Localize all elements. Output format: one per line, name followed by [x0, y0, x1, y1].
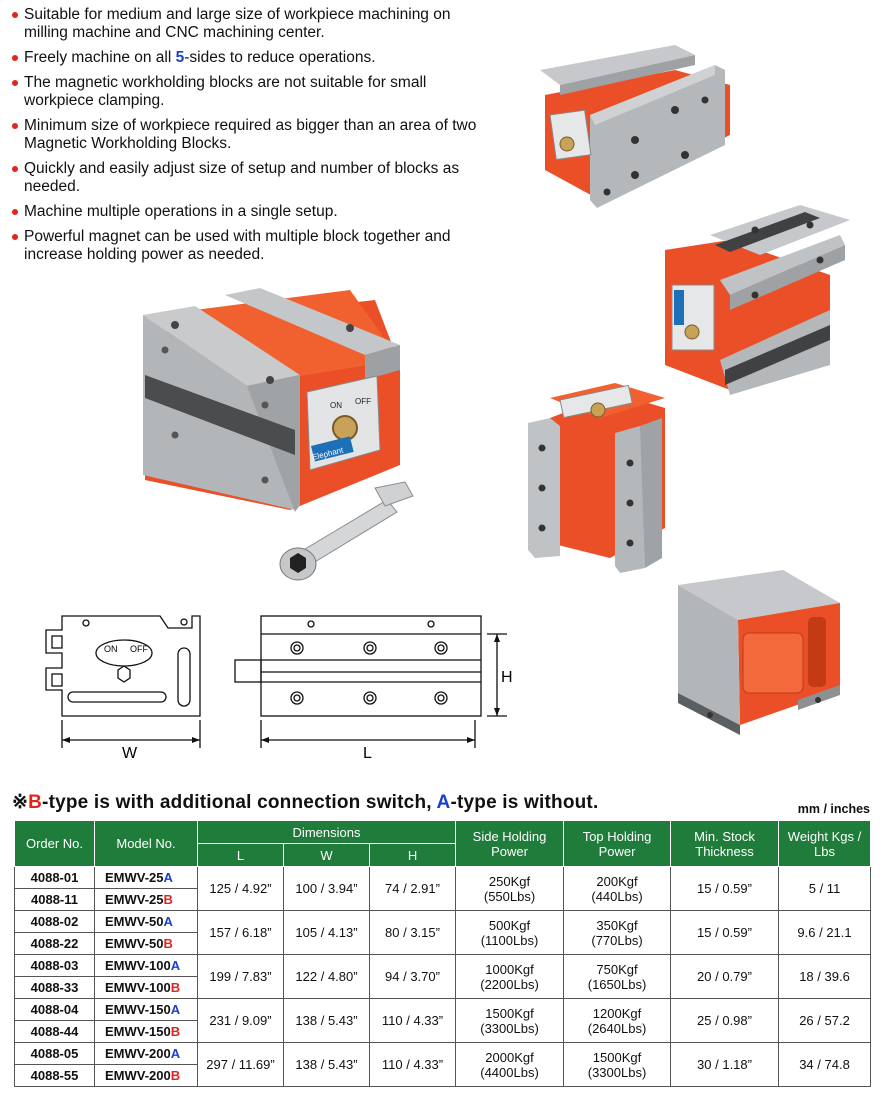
model-no-cell	[95, 977, 198, 999]
block-photo-standing	[520, 378, 670, 578]
dim-w-cell: 138 / 5.43”	[284, 999, 370, 1043]
block-photo-middle-right	[660, 200, 855, 400]
model-base: EMWV-100	[105, 980, 171, 995]
feature-text: Quickly and easily adjust size of setup and number of blocks as needed.	[24, 160, 460, 195]
table-row	[15, 867, 871, 889]
side-power-cell: 250Kgf (550Lbs)	[456, 867, 564, 911]
model-no-cell	[95, 911, 198, 933]
order-no-cell: 4088-04	[15, 999, 95, 1021]
bullet-dot-icon	[12, 123, 18, 129]
drawing-on-label: ON	[104, 644, 118, 654]
feature-item	[10, 160, 490, 196]
top-power-cell: 1500Kgf (3300Lbs)	[564, 1043, 671, 1087]
model-base: EMWV-25	[105, 870, 164, 885]
model-base: EMWV-200	[105, 1068, 171, 1083]
feature-item	[10, 117, 490, 153]
table-row	[15, 955, 871, 977]
top-power-cell: 1200Kgf (2640Lbs)	[564, 999, 671, 1043]
model-suffix: A	[163, 914, 173, 929]
units-label: mm / inches	[797, 802, 870, 816]
model-base: EMWV-50	[105, 936, 164, 951]
model-suffix: A	[170, 1002, 181, 1017]
model-base: EMWV-150	[105, 1024, 171, 1039]
feature-text: Freely machine on all	[24, 49, 176, 66]
model-no-cell	[95, 1065, 198, 1087]
switch-off-label: OFF	[355, 397, 371, 406]
brand-label: Elephant	[311, 445, 345, 462]
feature-item	[10, 49, 490, 67]
table-row	[15, 999, 871, 1021]
type-note	[12, 791, 598, 814]
top-power-cell: 200Kgf (440Lbs)	[564, 867, 671, 911]
header-dimensions: Dimensions	[198, 821, 456, 844]
dim-h-cell: 94 / 3.70”	[370, 955, 456, 999]
header-side-power: Side Holding Power	[456, 821, 564, 867]
model-base: EMWV-50	[105, 914, 164, 929]
weight-cell: 5 / 11	[779, 867, 871, 911]
note-a-letter: A	[436, 792, 451, 813]
weight-cell: 26 / 57.2	[779, 999, 871, 1043]
top-power-cell: 750Kgf (1650Lbs)	[564, 955, 671, 999]
feature-item	[10, 228, 490, 264]
bullet-dot-icon	[12, 55, 18, 61]
header-order: Order No.	[15, 821, 95, 867]
order-no-cell: 4088-22	[15, 933, 95, 955]
header-h: H	[370, 844, 456, 867]
order-no-cell: 4088-33	[15, 977, 95, 999]
model-no-cell	[95, 867, 198, 889]
dim-w-cell: 100 / 3.94”	[284, 867, 370, 911]
header-l: L	[198, 844, 284, 867]
header-w: W	[284, 844, 370, 867]
feature-item	[10, 74, 490, 110]
note-b-text: -type is with additional connection switch,	[42, 792, 437, 813]
model-base: EMWV-25	[105, 892, 164, 907]
order-no-cell: 4088-01	[15, 867, 95, 889]
feature-list	[10, 6, 490, 271]
model-no-cell	[95, 1021, 198, 1043]
model-suffix: B	[170, 1024, 181, 1039]
block-photo-bottom-right	[668, 565, 848, 735]
top-power-cell: 350Kgf (770Lbs)	[564, 911, 671, 955]
spec-table	[14, 820, 871, 1087]
dim-l-cell: 125 / 4.92”	[198, 867, 284, 911]
model-suffix: B	[163, 892, 173, 907]
weight-cell: 34 / 74.8	[779, 1043, 871, 1087]
bullet-dot-icon	[12, 166, 18, 172]
drawing-side-view	[225, 608, 525, 768]
order-no-cell: 4088-11	[15, 889, 95, 911]
note-a-text: -type is without.	[450, 792, 599, 813]
feature-text: The magnetic workholding blocks are not suitable for small workpiece clamping.	[24, 74, 427, 109]
stock-cell: 15 / 0.59”	[671, 867, 779, 911]
dim-w-cell: 138 / 5.43”	[284, 1043, 370, 1087]
model-no-cell	[95, 999, 198, 1021]
bullet-dot-icon	[12, 234, 18, 240]
dim-l-cell: 231 / 9.09”	[198, 999, 284, 1043]
order-no-cell: 4088-05	[15, 1043, 95, 1065]
weight-cell: 9.6 / 21.1	[779, 911, 871, 955]
feature-text-tail: -sides to reduce operations.	[184, 49, 376, 66]
model-suffix: B	[170, 980, 181, 995]
side-power-cell: 1500Kgf (3300Lbs)	[456, 999, 564, 1043]
dimension-l-label: L	[363, 745, 372, 762]
order-no-cell: 4088-44	[15, 1021, 95, 1043]
feature-text: Machine multiple operations in a single setup.	[24, 203, 338, 220]
stock-cell: 20 / 0.79”	[671, 955, 779, 999]
main-block-photo	[135, 280, 425, 590]
table-row	[15, 911, 871, 933]
stock-cell: 30 / 1.18”	[671, 1043, 779, 1087]
dimension-w-label: W	[122, 745, 138, 762]
model-base: EMWV-100	[105, 958, 171, 973]
model-base: EMWV-150	[105, 1002, 171, 1017]
dim-w-cell: 122 / 4.80”	[284, 955, 370, 999]
table-row	[15, 1043, 871, 1065]
dim-h-cell: 110 / 4.33”	[370, 1043, 456, 1087]
feature-text: Minimum size of workpiece required as bigger than an area of two Magnetic Workholding Blocks.	[24, 117, 477, 152]
model-suffix: B	[170, 1068, 181, 1083]
drawing-off-label: OFF	[130, 644, 148, 654]
bullet-dot-icon	[12, 209, 18, 215]
side-power-cell: 2000Kgf (4400Lbs)	[456, 1043, 564, 1087]
note-prefix: ※	[12, 792, 29, 813]
dim-l-cell: 199 / 7.83”	[198, 955, 284, 999]
model-no-cell	[95, 933, 198, 955]
header-model: Model No.	[95, 821, 198, 867]
model-suffix: A	[170, 1046, 181, 1061]
side-power-cell: 500Kgf (1100Lbs)	[456, 911, 564, 955]
stock-cell: 15 / 0.59”	[671, 911, 779, 955]
model-suffix: A	[170, 958, 181, 973]
model-no-cell	[95, 889, 198, 911]
order-no-cell: 4088-03	[15, 955, 95, 977]
dim-h-cell: 74 / 2.91”	[370, 867, 456, 911]
feature-item	[10, 6, 490, 42]
block-photo-top-right	[535, 40, 735, 210]
dim-w-cell: 105 / 4.13”	[284, 911, 370, 955]
weight-cell: 18 / 39.6	[779, 955, 871, 999]
model-suffix: A	[163, 870, 173, 885]
feature-item	[10, 203, 490, 221]
feature-highlight: 5	[175, 49, 185, 66]
dim-h-cell: 110 / 4.33”	[370, 999, 456, 1043]
header-stock: Min. Stock Thickness	[671, 821, 779, 867]
model-no-cell	[95, 955, 198, 977]
order-no-cell: 4088-55	[15, 1065, 95, 1087]
drawing-front-view	[38, 608, 213, 768]
dim-l-cell: 157 / 6.18”	[198, 911, 284, 955]
bullet-dot-icon	[12, 80, 18, 86]
dim-h-cell: 80 / 3.15”	[370, 911, 456, 955]
model-no-cell	[95, 1043, 198, 1065]
bullet-dot-icon	[12, 12, 18, 18]
dim-l-cell: 297 / 11.69”	[198, 1043, 284, 1087]
note-b-letter: B	[28, 792, 43, 813]
dimension-h-label: H	[501, 669, 513, 686]
model-suffix: B	[163, 936, 173, 951]
header-weight: Weight Kgs / Lbs	[779, 821, 871, 867]
feature-text: Suitable for medium and large size of workpiece machining on milling machine and CNC machining center.	[24, 6, 451, 41]
header-top-power: Top Holding Power	[564, 821, 671, 867]
model-base: EMWV-200	[105, 1046, 171, 1061]
side-power-cell: 1000Kgf (2200Lbs)	[456, 955, 564, 999]
order-no-cell: 4088-02	[15, 911, 95, 933]
switch-on-label: ON	[330, 401, 342, 410]
stock-cell: 25 / 0.98”	[671, 999, 779, 1043]
feature-text: Powerful magnet can be used with multiple block together and increase holding power as needed.	[24, 228, 451, 263]
